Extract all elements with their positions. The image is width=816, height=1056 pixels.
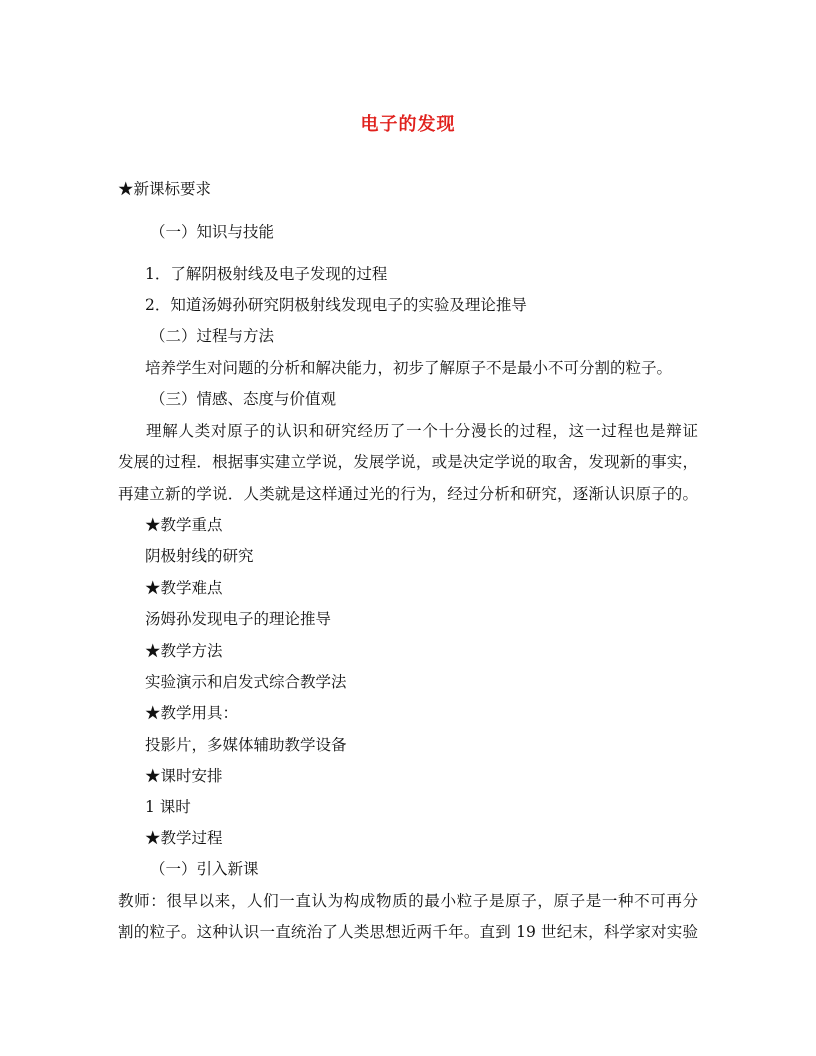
section-heading-requirements: ★新课标要求 — [118, 180, 212, 198]
paragraph-line: 理解人类对原子的认识和研究经历了一个十分漫长的过程，这一过程也是辩证 — [146, 422, 698, 440]
section-heading-methods: ★教学方法 — [145, 642, 223, 660]
paragraph-line: 培养学生对问题的分析和解决能力，初步了解原子不是最小不可分割的粒子。 — [145, 359, 673, 377]
subheading-intro: （一）引入新课 — [150, 860, 259, 878]
subheading-process-method: （二）过程与方法 — [150, 327, 275, 345]
page-title: 电子的发现 — [360, 114, 456, 135]
section-heading-difficulties: ★教学难点 — [145, 579, 223, 597]
section-heading-key-points: ★教学重点 — [145, 516, 223, 534]
paragraph-line: 阴极射线的研究 — [145, 547, 254, 565]
paragraph-line: 汤姆孙发现电子的理论推导 — [145, 610, 332, 628]
paragraph-line: 割的粒子。这种认识一直统治了人类思想近两千年。直到 19 世纪末，科学家对实验 — [118, 923, 698, 941]
section-heading-tools: ★教学用具： — [145, 704, 239, 722]
section-heading-schedule: ★课时安排 — [145, 767, 223, 785]
paragraph-line: 投影片，多媒体辅助教学设备 — [145, 736, 347, 754]
section-heading-process: ★教学过程 — [145, 829, 223, 847]
paragraph-line: 再建立新的学说．人类就是这样通过光的行为，经过分析和研究，逐渐认识原子的。 — [118, 485, 698, 503]
paragraph-line: 1 课时 — [145, 798, 191, 816]
paragraph-line: 发展的过程．根据事实建立学说，发展学说，或是决定学说的取舍，发现新的事实， — [118, 453, 698, 471]
subheading-emotion-values: （三）情感、态度与价值观 — [150, 390, 337, 408]
paragraph-line: 教师：很早以来，人们一直认为构成物质的最小粒子是原子，原子是一种不可再分 — [118, 892, 698, 910]
list-item: 1．了解阴极射线及电子发现的过程 — [145, 265, 388, 283]
subheading-knowledge-skills: （一）知识与技能 — [150, 223, 275, 241]
paragraph-line: 实验演示和启发式综合教学法 — [145, 673, 347, 691]
list-item: 2．知道汤姆孙研究阴极射线发现电子的实验及理论推导 — [145, 296, 527, 314]
